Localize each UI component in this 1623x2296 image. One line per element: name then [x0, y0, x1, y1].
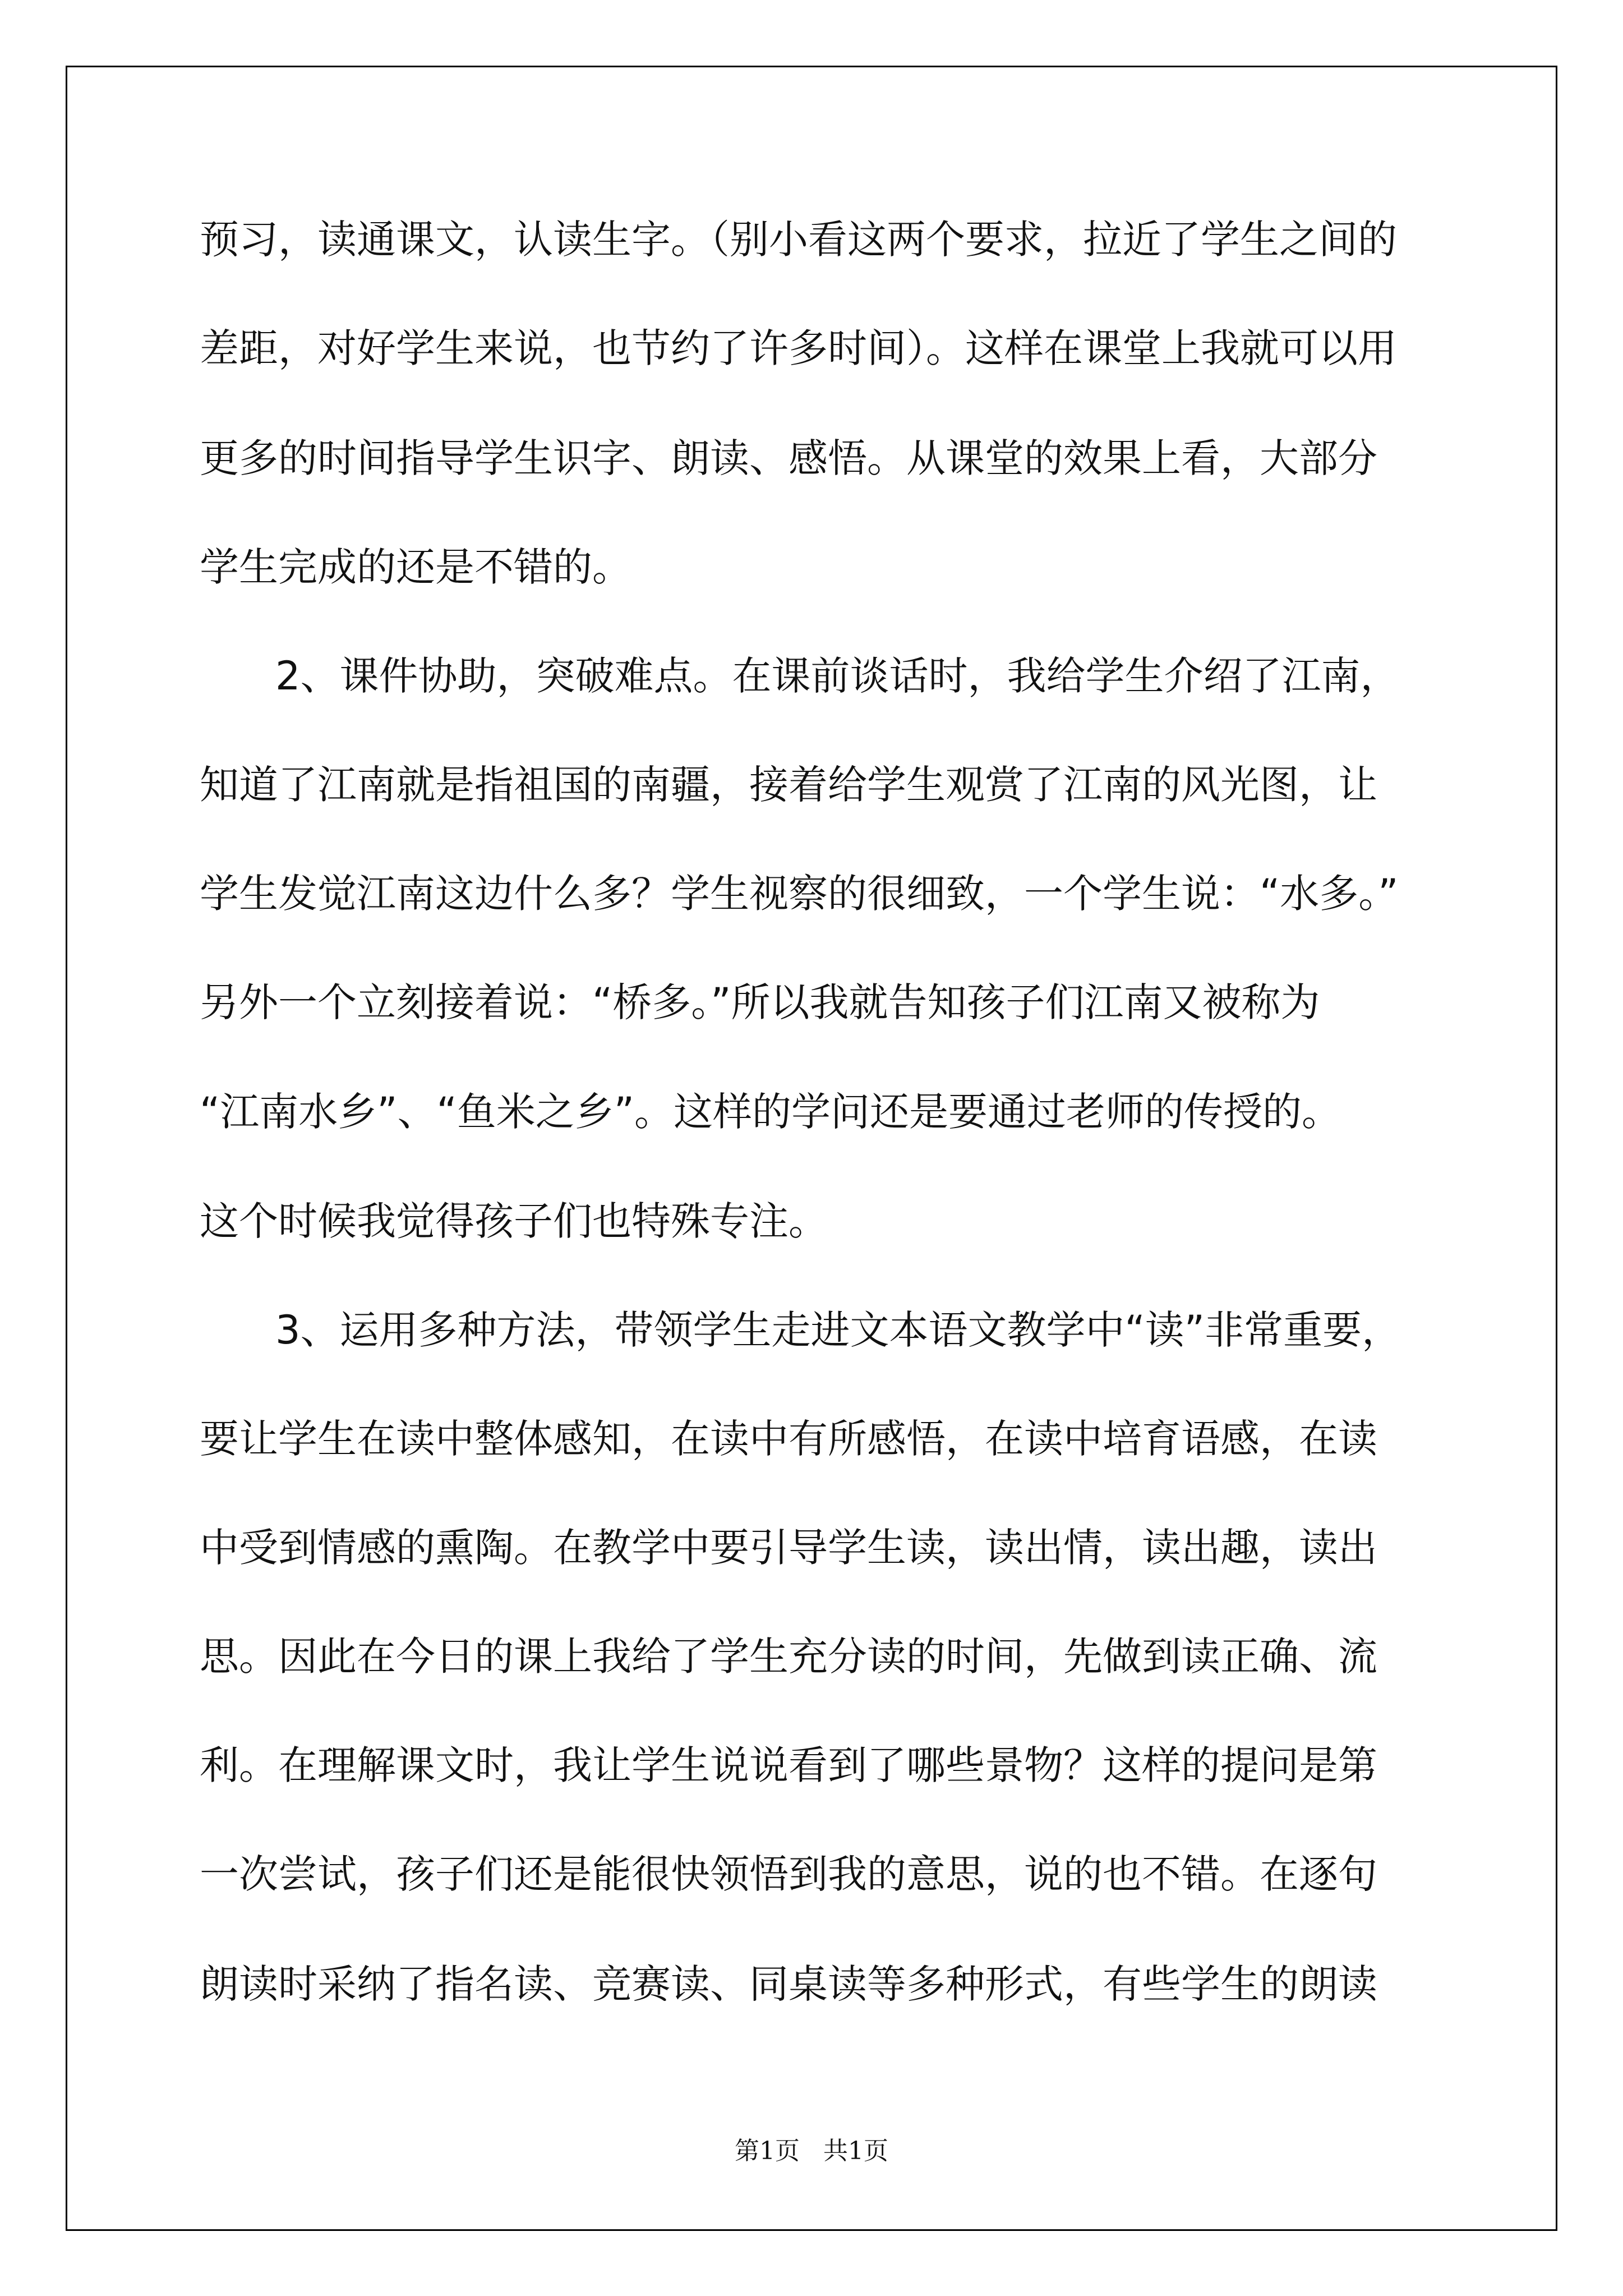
text-line: 3、运用多种方法，带领学生走进文本语文教学中“读”非常重要， — [275, 1307, 1401, 1353]
text-line: 差距，对好学生来说，也节约了许多时间）。这样在课堂上我就可以用 — [200, 325, 1397, 371]
text-line: 另外一个立刻接着说：“桥多。”所以我就告知孩子们江南又被称为 — [200, 979, 1320, 1025]
text-line: 学生发觉江南这边什么多？学生视察的很细致，一个学生说：“水多。” — [200, 871, 1399, 917]
text-line: 朗读时采纳了指名读、竞赛读、同桌读等多种形式，有些学生的朗读 — [200, 1961, 1377, 2007]
text-line: 这个时候我觉得孩子们也特殊专注。 — [200, 1198, 828, 1244]
text-line: 2、课件协助，突破难点。在课前谈话时，我给学生介绍了江南， — [275, 653, 1400, 699]
text-line: 更多的时间指导学生识字、朗读、感悟。从课堂的效果上看，大部分 — [200, 435, 1377, 481]
text-line: 要让学生在读中整体感知，在读中有所感悟，在读中培育语感，在读 — [200, 1416, 1377, 1462]
page-border — [66, 66, 1557, 2231]
text-line: 知道了江南就是指祖国的南疆，接着给学生观赏了江南的风光图，让 — [200, 762, 1377, 808]
page-number-footer: 第1页 共1页 — [735, 2137, 888, 2165]
text-line: 一次尝试，孩子们还是能很快领悟到我的意思，说的也不错。在逐句 — [200, 1851, 1377, 1897]
text-line: 学生完成的还是不错的。 — [200, 544, 631, 590]
text-line: 思。因此在今日的课上我给了学生充分读的时间，先做到读正确、流 — [200, 1634, 1377, 1680]
text-line: 预习，读通课文，认读生字。（别小看这两个要求，拉近了学生之间的 — [200, 217, 1397, 263]
text-line: 中受到情感的熏陶。在教学中要引导学生读，读出情，读出趣，读出 — [200, 1525, 1377, 1571]
text-line: 利。在理解课文时，我让学生说说看到了哪些景物？这样的提问是第 — [200, 1742, 1377, 1788]
text-line: “江南水乡”、“鱼米之乡”。这样的学问还是要通过老师的传授的。 — [200, 1089, 1341, 1135]
